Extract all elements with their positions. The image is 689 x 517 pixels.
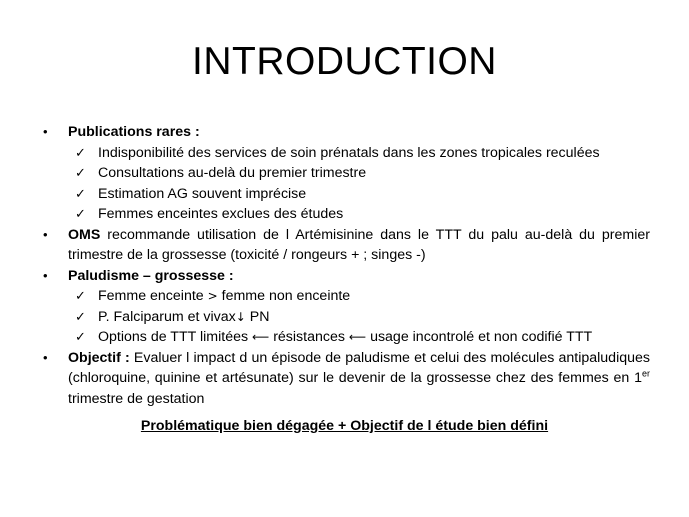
checkmark-icon: ✓ [75, 329, 86, 344]
subitem-text: Options de TTT limitées [98, 329, 249, 345]
bullet-objectif [40, 348, 650, 410]
checkmark-icon: ✓ [75, 185, 86, 201]
left-arrow-icon: ⟵ [348, 330, 367, 344]
bullet-label: OMS [68, 226, 101, 243]
subitem-text: Femme enceinte [98, 288, 204, 304]
checkmark-icon: ✓ [75, 308, 86, 324]
subitem [40, 163, 650, 184]
bullet-paludisme [40, 266, 650, 287]
checkmark-icon: ✓ [75, 165, 86, 180]
subitem-text: résistances [273, 329, 345, 345]
bullet-label: Paludisme – grossesse : [68, 267, 234, 284]
slide-content [40, 122, 650, 409]
bullet-label: Objectif : [68, 349, 130, 366]
subitem-text: P. Falciparum et vivax [98, 308, 236, 325]
bullet-text: trimestre de gestation [68, 390, 205, 407]
left-arrow-icon: ⟵ [252, 330, 270, 344]
down-arrow-icon: ↓ [235, 309, 246, 324]
subitem-text: Consultations au-delà du premier trimestre [98, 165, 367, 181]
bullet-icon: • [43, 349, 48, 365]
checkmark-icon: ✓ [75, 144, 86, 160]
bullet-icon: • [43, 226, 48, 242]
bullet-icon: • [43, 124, 48, 139]
subitem [40, 184, 650, 205]
bullet-text: Evaluer l impact d un épisode de paludisme et celui des molécules antipaludiques (chloroquine, quinine et artésunate) sur le devenir de la grossesse chez des femmes en 1 [68, 349, 650, 386]
subitem [40, 307, 650, 328]
bullet-text: recommande utilisation de l Artémisinine dans le TTT du palu au-delà du premier trimestre de la grossesse (toxicité / rongeurs + ; singes -) [68, 226, 650, 263]
subitem-text: Femmes enceintes exclues des études [98, 206, 344, 222]
subitem-text: Estimation AG souvent imprécise [98, 185, 307, 202]
conclusion-text: Problématique bien dégagée + Objectif de l étude bien défini [140, 418, 549, 434]
bullet-label: Publications rares : [68, 124, 200, 140]
subitem [40, 327, 650, 348]
checkmark-icon: ✓ [75, 288, 86, 303]
superscript: er [641, 368, 650, 379]
bullet-icon: • [43, 267, 48, 283]
subitem [40, 204, 650, 225]
subitem-text: PN [249, 308, 270, 325]
checkmark-icon: ✓ [75, 206, 86, 221]
subitem-text: femme non enceinte [221, 288, 351, 304]
slide-title: INTRODUCTION [192, 40, 497, 83]
subitem-text: Indisponibilité des services de soin prénatals dans les zones tropicales reculées [98, 144, 600, 161]
bullet-oms [40, 225, 650, 266]
bullet-publications [40, 122, 650, 143]
greater-than-icon: > [207, 289, 218, 303]
subitem [40, 143, 650, 164]
subitem-text: usage incontrolé et non codifié TTT [370, 329, 593, 345]
subitem [40, 286, 650, 307]
